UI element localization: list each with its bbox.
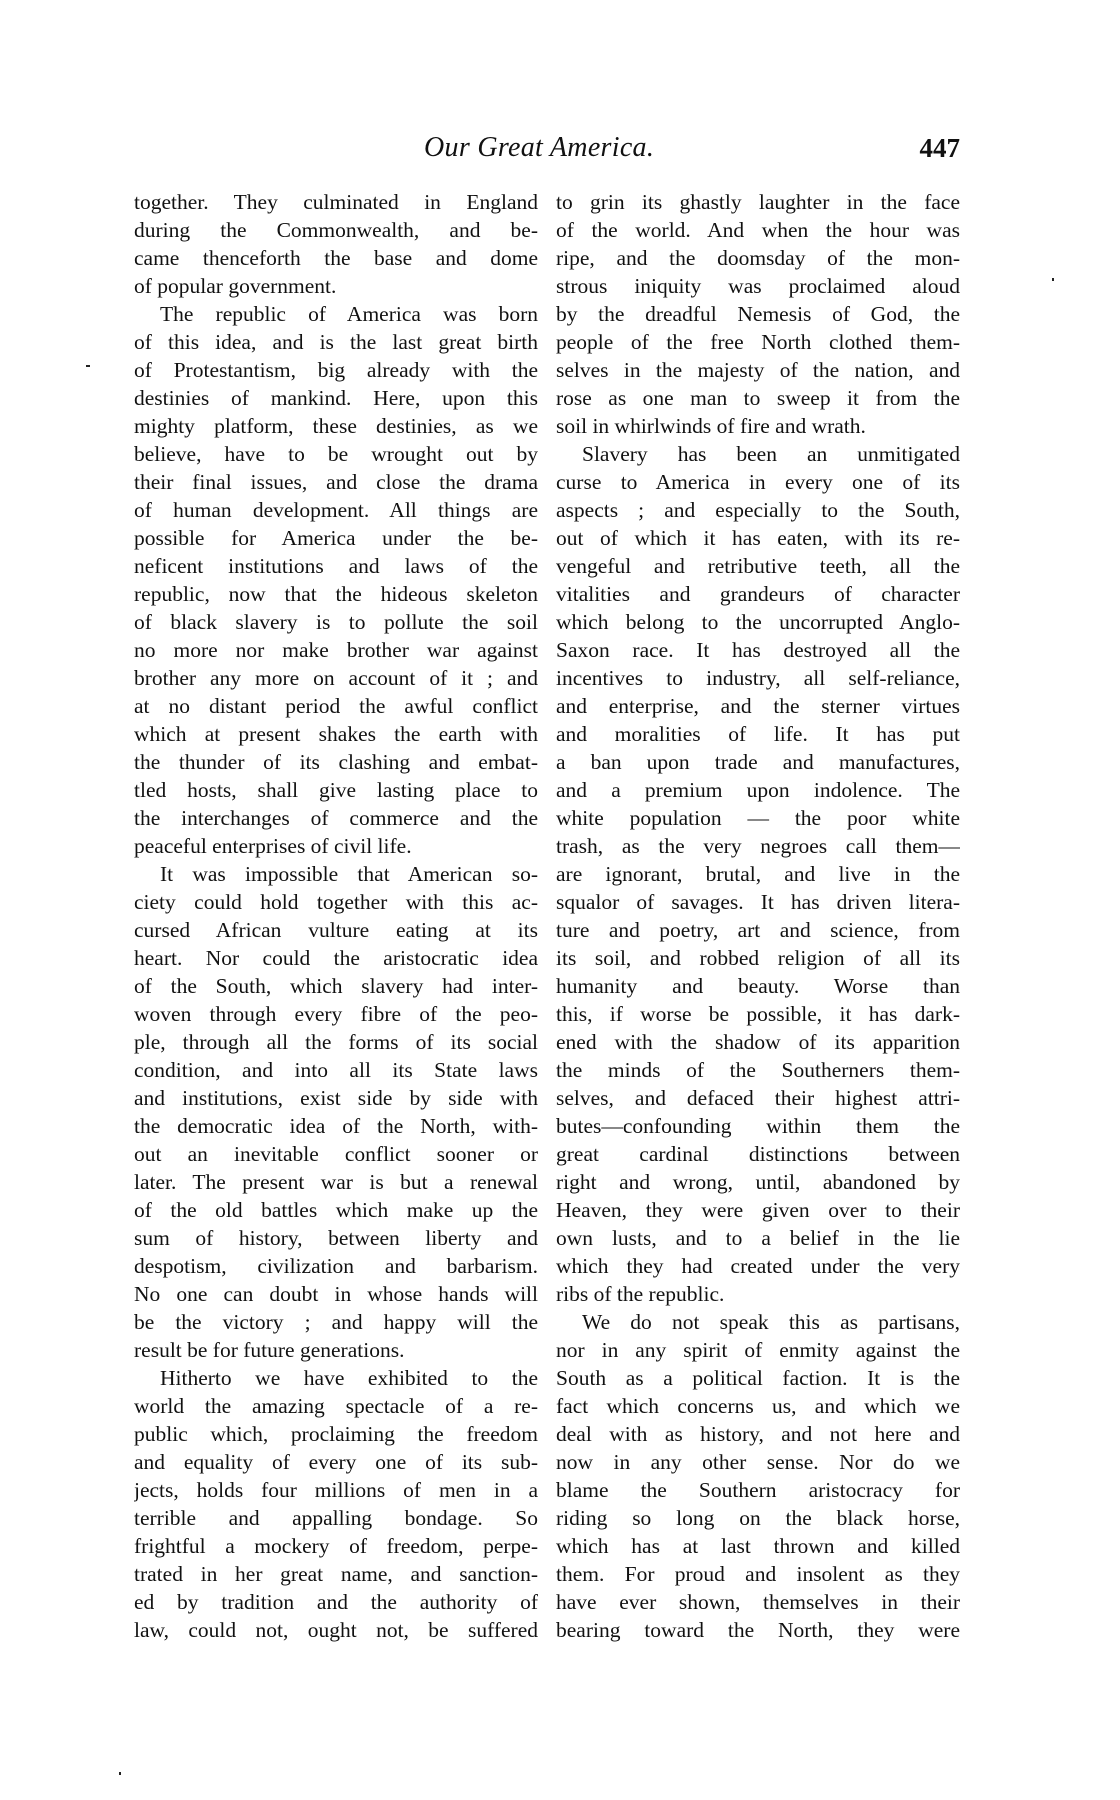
text-line: terrible and appalling bondage. So [134, 1506, 538, 1530]
text-line: them. For proud and insolent as they [556, 1562, 960, 1586]
text-line: republic, now that the hideous skeleton [134, 582, 538, 606]
text-line: The republic of America was born [160, 302, 538, 326]
text-line: and a premium upon indolence. The [556, 778, 960, 802]
text-line: which has at last thrown and killed [556, 1534, 960, 1558]
text-line: out an inevitable conflict sooner or [134, 1142, 538, 1166]
text-line: which they had created under the very [556, 1254, 960, 1278]
text-line: cursed African vulture eating at its [134, 918, 538, 942]
text-line: We do not speak this as partisans, [582, 1310, 960, 1334]
running-title: Our Great America. [424, 132, 655, 163]
text-line: and institutions, exist side by side with [134, 1086, 538, 1110]
text-line: Slavery has been an unmitigated [582, 442, 960, 466]
text-line: and moralities of life. It has put [556, 722, 960, 746]
text-line: trated in her great name, and sanction- [134, 1562, 538, 1586]
text-line: result be for future generations. [134, 1338, 405, 1362]
text-line: ened with the shadow of its apparition [556, 1030, 960, 1054]
text-line: world the amazing spectacle of a re- [134, 1394, 538, 1418]
text-line: ple, through all the forms of its social [134, 1030, 538, 1054]
text-line: nor in any spirit of enmity against the [556, 1338, 960, 1362]
text-line: which at present shakes the earth with [134, 722, 538, 746]
text-line: rose as one man to sweep it from the [556, 386, 960, 410]
text-line: during the Commonwealth, and be- [134, 218, 538, 242]
scan-speck [119, 1772, 121, 1775]
text-line: selves, and defaced their highest attri- [556, 1086, 960, 1110]
text-line: bearing toward the North, they were [556, 1618, 960, 1642]
text-line: neficent institutions and laws of the [134, 554, 538, 578]
text-line: woven through every fibre of the peo- [134, 1002, 538, 1026]
text-line: squalor of savages. It has driven litera- [556, 890, 960, 914]
text-line: at no distant period the awful conflict [134, 694, 538, 718]
text-line: believe, have to be wrought out by [134, 442, 538, 466]
text-line: together. They culminated in England [134, 190, 538, 214]
text-line: be the victory ; and happy will the [134, 1310, 538, 1334]
text-line: despotism, civilization and barbarism. [134, 1254, 538, 1278]
text-line: of this idea, and is the last great birth [134, 330, 538, 354]
text-line: own lusts, and to a belief in the lie [556, 1226, 960, 1250]
text-line: public which, proclaiming the freedom [134, 1422, 538, 1446]
text-line: selves in the majesty of the nation, and [556, 358, 960, 382]
text-line: no more nor make brother war against [134, 638, 538, 662]
text-line: possible for America under the be- [134, 526, 538, 550]
text-line: this, if worse be possible, it has dark- [556, 1002, 960, 1026]
text-line: fact which concerns us, and which we [556, 1394, 960, 1418]
text-line: the minds of the Southerners them- [556, 1058, 960, 1082]
text-line: heart. Nor could the aristocratic idea [134, 946, 538, 970]
text-line: destinies of mankind. Here, upon this [134, 386, 538, 410]
text-line: are ignorant, brutal, and live in the [556, 862, 960, 886]
text-column-right [556, 188, 960, 1644]
text-line: people of the free North clothed them- [556, 330, 960, 354]
text-line: brother any more on account of it ; and [134, 666, 538, 690]
text-line: which belong to the uncorrupted Anglo- [556, 610, 960, 634]
page-number: 447 [919, 133, 960, 163]
text-line: now in any other sense. Nor do we [556, 1450, 960, 1474]
text-line: its soil, and robbed religion of all its [556, 946, 960, 970]
text-line: Heaven, they were given over to their [556, 1198, 960, 1222]
text-line: came thenceforth the base and dome [134, 246, 538, 270]
text-line: deal with as history, and not here and [556, 1422, 960, 1446]
text-line: later. The present war is but a renewal [134, 1170, 538, 1194]
text-line: the thunder of its clashing and embat- [134, 750, 538, 774]
text-line: No one can doubt in whose hands will [134, 1282, 538, 1306]
text-line: great cardinal distinctions between [556, 1142, 960, 1166]
text-line: the interchanges of commerce and the [134, 806, 538, 830]
text-line: condition, and into all its State laws [134, 1058, 538, 1082]
text-line: frightful a mockery of freedom, perpe- [134, 1534, 538, 1558]
text-line: aspects ; and especially to the South, [556, 498, 960, 522]
text-line: strous iniquity was proclaimed aloud [556, 274, 960, 298]
text-line: blame the Southern aristocracy for [556, 1478, 960, 1502]
text-line: to grin its ghastly laughter in the face [556, 190, 960, 214]
text-line: their final issues, and close the drama [134, 470, 538, 494]
text-line: have ever shown, themselves in their [556, 1590, 960, 1614]
text-line: by the dreadful Nemesis of God, the [556, 302, 960, 326]
text-line: white population — the poor white [556, 806, 960, 830]
text-line: riding so long on the black horse, [556, 1506, 960, 1530]
text-line: of black slavery is to pollute the soil [134, 610, 538, 634]
text-line: out of which it has eaten, with its re- [556, 526, 960, 550]
text-line: curse to America in every one of its [556, 470, 960, 494]
text-line: vitalities and grandeurs of character [556, 582, 960, 606]
text-line: of popular government. [134, 274, 337, 298]
text-line: vengeful and retributive teeth, all the [556, 554, 960, 578]
text-line: jects, holds four millions of men in a [134, 1478, 538, 1502]
text-line: ed by tradition and the authority of [134, 1590, 538, 1614]
running-head [0, 130, 1120, 166]
text-line: and equality of every one of its sub- [134, 1450, 538, 1474]
text-line: trash, as the very negroes call them— [556, 834, 960, 858]
text-line: soil in whirlwinds of fire and wrath. [556, 414, 866, 438]
text-line: Saxon race. It has destroyed all the [556, 638, 960, 662]
text-line: ture and poetry, art and science, from [556, 918, 960, 942]
scan-speck [1052, 278, 1054, 281]
text-line: incentives to industry, all self-reliance, [556, 666, 960, 690]
text-line: of the old battles which make up the [134, 1198, 538, 1222]
text-line: Hitherto we have exhibited to the [160, 1366, 538, 1390]
text-line: butes—confounding within them the [556, 1114, 960, 1138]
text-line: of human development. All things are [134, 498, 538, 522]
text-line: of Protestantism, big already with the [134, 358, 538, 382]
text-line: tled hosts, shall give lasting place to [134, 778, 538, 802]
text-line: peaceful enterprises of civil life. [134, 834, 412, 858]
text-line: ribs of the republic. [556, 1282, 725, 1306]
text-column-left [134, 188, 538, 1644]
text-line: and enterprise, and the sterner virtues [556, 694, 960, 718]
text-line: humanity and beauty. Worse than [556, 974, 960, 998]
text-line: ripe, and the doomsday of the mon- [556, 246, 960, 270]
text-line: of the world. And when the hour was [556, 218, 960, 242]
scan-speck [86, 365, 90, 367]
text-line: the democratic idea of the North, with- [134, 1114, 538, 1138]
text-line: It was impossible that American so- [160, 862, 538, 886]
text-line: South as a political faction. It is the [556, 1366, 960, 1390]
text-line: sum of history, between liberty and [134, 1226, 538, 1250]
text-line: right and wrong, until, abandoned by [556, 1170, 960, 1194]
text-line: of the South, which slavery had inter- [134, 974, 538, 998]
text-line: ciety could hold together with this ac- [134, 890, 538, 914]
text-line: mighty platform, these destinies, as we [134, 414, 538, 438]
text-line: a ban upon trade and manufactures, [556, 750, 960, 774]
text-line: law, could not, ought not, be suffered [134, 1618, 538, 1642]
